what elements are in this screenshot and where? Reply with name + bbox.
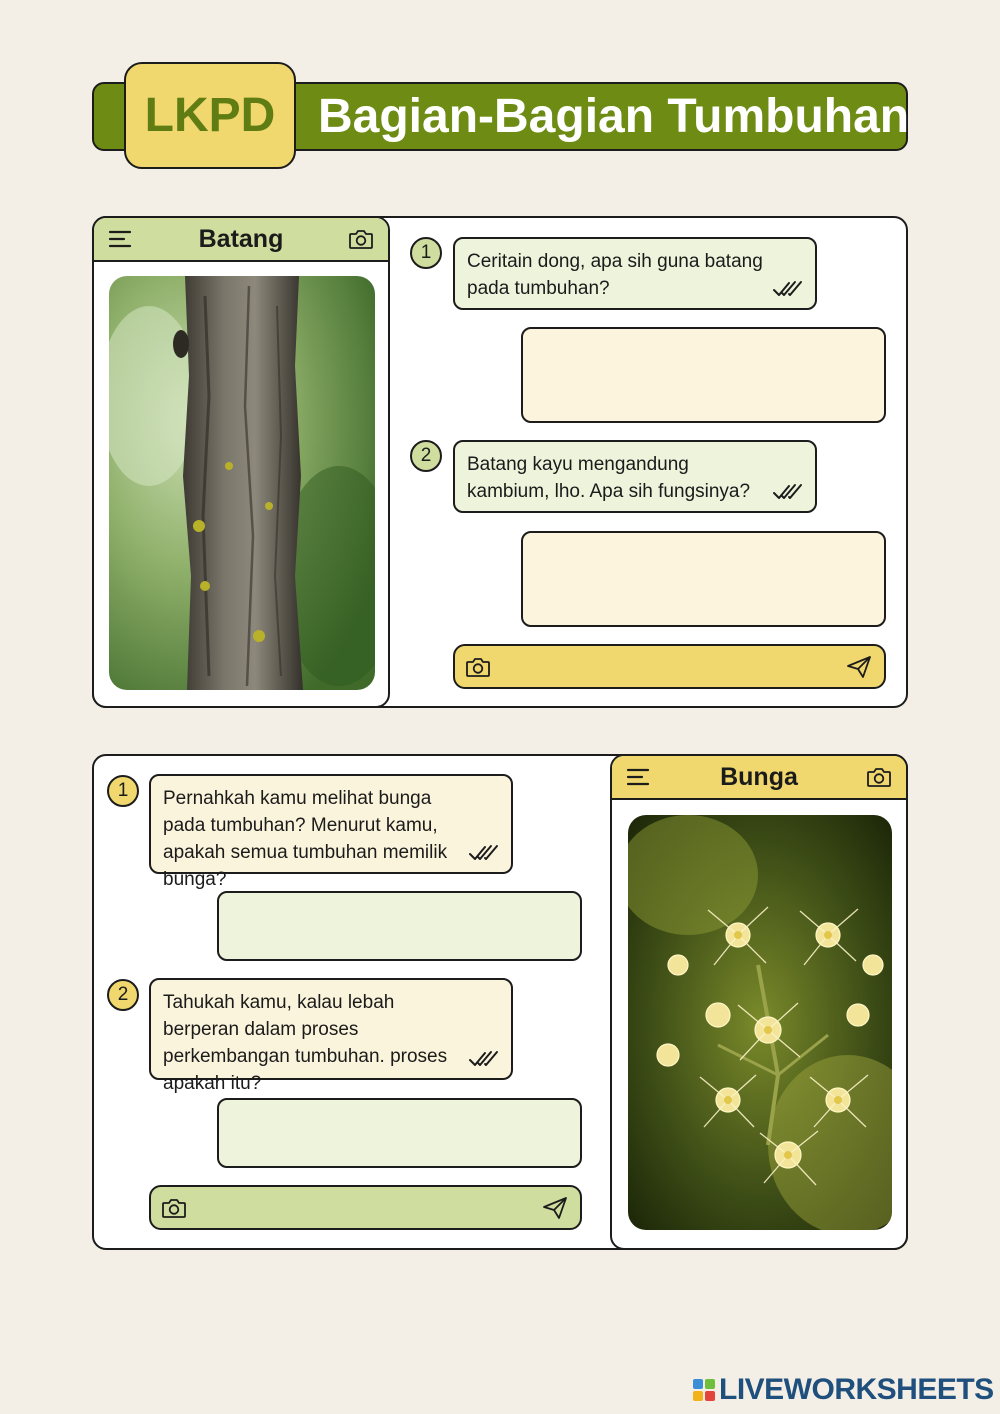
double-check-icon — [773, 280, 803, 298]
liveworksheets-logo-icon — [692, 1378, 716, 1402]
question-number-badge: 2 — [410, 440, 442, 472]
bunga-phone-card — [610, 754, 908, 1250]
batang-phone-card — [92, 216, 390, 708]
brand-name: LIVEWORKSHEETS — [719, 1373, 994, 1406]
liveworksheets-brand — [692, 1372, 994, 1408]
page-title: Bagian-Bagian Tumbuhan — [318, 90, 910, 143]
batang-question-1 — [453, 237, 817, 310]
question-text: Batang kayu mengandung kambium, lho. Apa sih fungsinya? — [467, 454, 751, 502]
batang-answer-2[interactable] — [521, 531, 886, 627]
camera-icon[interactable] — [161, 1197, 187, 1219]
bunga-answer-1[interactable] — [217, 891, 582, 961]
double-check-icon — [469, 844, 499, 862]
batang-answer-1[interactable] — [521, 327, 886, 423]
camera-icon[interactable] — [465, 656, 491, 678]
batang-phone-header — [94, 218, 388, 262]
bunga-photo — [628, 815, 892, 1230]
question-number-badge: 2 — [107, 979, 139, 1011]
menu-icon[interactable] — [626, 766, 650, 788]
question-number-badge: 1 — [107, 775, 139, 807]
batang-message-bar[interactable] — [453, 644, 886, 689]
camera-icon[interactable] — [866, 766, 892, 788]
batang-question-2 — [453, 440, 817, 513]
bunga-phone-title: Bunga — [720, 762, 798, 791]
send-icon[interactable] — [542, 1196, 568, 1220]
camera-icon[interactable] — [348, 228, 374, 250]
bunga-question-1 — [149, 774, 513, 890]
lkpd-badge: LKPD — [124, 62, 296, 169]
bunga-phone-header — [612, 756, 906, 800]
double-check-icon — [773, 483, 803, 501]
bunga-answer-2[interactable] — [217, 1098, 582, 1168]
send-icon[interactable] — [846, 655, 872, 679]
question-text: Ceritain dong, apa sih guna batang pada tumbuhan? — [467, 251, 763, 299]
question-text: Pernahkah kamu melihat bunga pada tumbuhan? Menurut kamu, apakah semua tumbuhan memilik bunga? — [163, 788, 448, 890]
menu-icon[interactable] — [108, 228, 132, 250]
bunga-message-bar[interactable] — [149, 1185, 582, 1230]
batang-phone-title: Batang — [198, 224, 284, 253]
double-check-icon — [469, 1050, 499, 1068]
question-number-badge: 1 — [410, 237, 442, 269]
batang-photo — [109, 276, 375, 690]
question-text: Tahukah kamu, kalau lebah berperan dalam proses perkembangan tumbuhan. proses apakah itu? — [163, 992, 448, 1094]
bunga-question-2 — [149, 978, 513, 1094]
